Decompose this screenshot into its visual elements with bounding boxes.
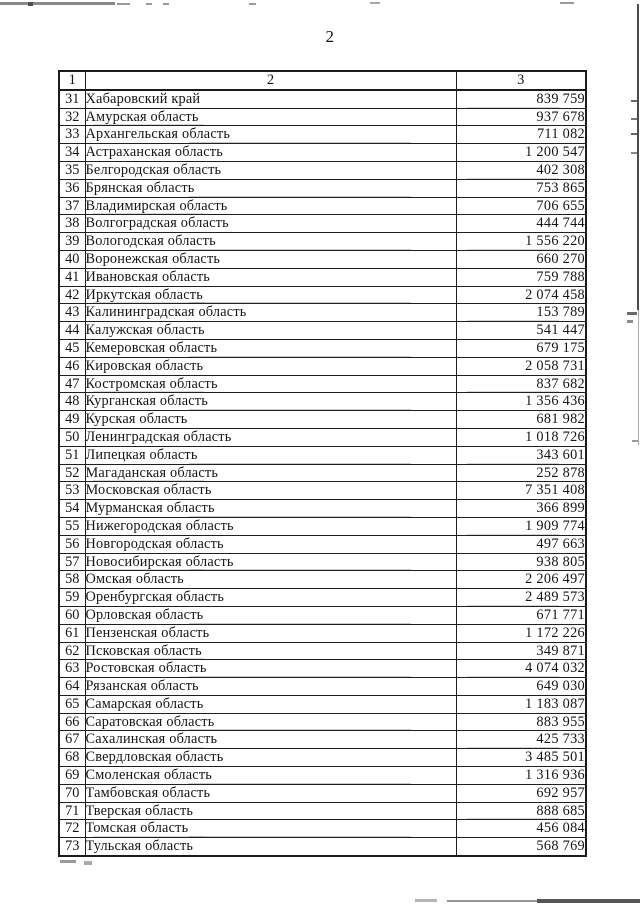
region-name: Сахалинская область <box>85 731 456 749</box>
region-name: Саратовская область <box>85 713 456 731</box>
table-row <box>59 767 586 785</box>
region-value: 681 982 <box>456 411 586 429</box>
table-header <box>59 71 586 90</box>
region-value: 541 447 <box>456 322 586 340</box>
region-name: Белгородская область <box>85 161 456 179</box>
row-number: 34 <box>59 144 85 162</box>
table-row <box>59 589 586 607</box>
region-value: 153 789 <box>456 304 586 322</box>
scan-artifact-right-tick <box>632 440 638 442</box>
region-name: Кировская область <box>85 357 456 375</box>
table-row <box>59 215 586 233</box>
row-number: 47 <box>59 375 85 393</box>
table-row <box>59 678 586 696</box>
region-name: Нижегородская область <box>85 517 456 535</box>
row-number: 51 <box>59 446 85 464</box>
region-value: 456 084 <box>456 820 586 838</box>
region-value: 753 865 <box>456 179 586 197</box>
table-row <box>59 179 586 197</box>
region-value: 252 878 <box>456 464 586 482</box>
row-number: 70 <box>59 784 85 802</box>
region-name: Липецкая область <box>85 446 456 464</box>
region-name: Тамбовская область <box>85 784 456 802</box>
row-number: 46 <box>59 357 85 375</box>
table-row <box>59 838 586 856</box>
table-row <box>59 268 586 286</box>
row-number: 62 <box>59 642 85 660</box>
scan-artifact-right-tick <box>631 152 637 154</box>
region-value: 3 485 501 <box>456 749 586 767</box>
table-row <box>59 233 586 251</box>
region-name: Курская область <box>85 411 456 429</box>
page-number: 2 <box>325 27 335 46</box>
region-name: Тверская область <box>85 802 456 820</box>
region-name: Астраханская область <box>85 144 456 162</box>
row-number: 32 <box>59 108 85 126</box>
row-number: 53 <box>59 482 85 500</box>
region-name: Московская область <box>85 482 456 500</box>
region-value: 1 200 547 <box>456 144 586 162</box>
row-number: 59 <box>59 589 85 607</box>
row-number: 69 <box>59 767 85 785</box>
scan-artifact-top-dash <box>249 3 256 5</box>
table-row <box>59 393 586 411</box>
row-number: 33 <box>59 126 85 144</box>
region-name: Омская область <box>85 571 456 589</box>
table-row <box>59 660 586 678</box>
region-name: Новосибирская область <box>85 553 456 571</box>
row-number: 42 <box>59 286 85 304</box>
table-row <box>59 304 586 322</box>
row-number: 61 <box>59 624 85 642</box>
region-name: Смоленская область <box>85 767 456 785</box>
scan-artifact-top-line <box>0 2 115 5</box>
scan-artifact-bottom-line-dark <box>537 899 640 903</box>
table-row <box>59 802 586 820</box>
row-number: 54 <box>59 500 85 518</box>
region-value: 1 172 226 <box>456 624 586 642</box>
region-value: 837 682 <box>456 375 586 393</box>
row-number: 73 <box>59 838 85 856</box>
table-row <box>59 144 586 162</box>
row-number: 72 <box>59 820 85 838</box>
table-row <box>59 482 586 500</box>
region-name: Вологодская область <box>85 233 456 251</box>
region-name: Архангельская область <box>85 126 456 144</box>
row-number: 49 <box>59 411 85 429</box>
region-name: Новгородская область <box>85 535 456 553</box>
scan-artifact-top-dot <box>28 2 33 6</box>
column-header-region: 2 <box>85 71 456 90</box>
scan-artifact-top-dash <box>560 2 574 4</box>
row-number: 31 <box>59 90 85 108</box>
row-number: 56 <box>59 535 85 553</box>
region-name: Калининградская область <box>85 304 456 322</box>
scan-artifact-smudge <box>84 861 92 865</box>
row-number: 40 <box>59 250 85 268</box>
region-value: 649 030 <box>456 678 586 696</box>
row-number: 58 <box>59 571 85 589</box>
region-value: 671 771 <box>456 606 586 624</box>
row-number: 38 <box>59 215 85 233</box>
region-value: 839 759 <box>456 90 586 108</box>
table-row <box>59 464 586 482</box>
scan-artifact-right-tick <box>631 133 637 135</box>
row-number: 41 <box>59 268 85 286</box>
region-name: Курганская область <box>85 393 456 411</box>
row-number: 66 <box>59 713 85 731</box>
row-number: 50 <box>59 428 85 446</box>
region-value: 2 074 458 <box>456 286 586 304</box>
row-number: 68 <box>59 749 85 767</box>
region-name: Тульская область <box>85 838 456 856</box>
region-value: 402 308 <box>456 161 586 179</box>
region-value: 343 601 <box>456 446 586 464</box>
table-row <box>59 286 586 304</box>
region-name: Магаданская область <box>85 464 456 482</box>
region-value: 1 556 220 <box>456 233 586 251</box>
header-row <box>59 71 586 90</box>
table-row <box>59 411 586 429</box>
scan-artifact-top-dash <box>163 3 169 5</box>
table-row <box>59 108 586 126</box>
region-name: Свердловская область <box>85 749 456 767</box>
row-number: 35 <box>59 161 85 179</box>
region-value: 1 909 774 <box>456 517 586 535</box>
region-value: 711 082 <box>456 126 586 144</box>
region-value: 692 957 <box>456 784 586 802</box>
region-value: 568 769 <box>456 838 586 856</box>
column-header-value: 3 <box>456 71 586 90</box>
table-row <box>59 606 586 624</box>
row-number: 60 <box>59 606 85 624</box>
scan-artifact-right-dash <box>627 320 633 323</box>
table-row <box>59 161 586 179</box>
region-value: 888 685 <box>456 802 586 820</box>
row-number: 55 <box>59 517 85 535</box>
region-name: Ленинградская область <box>85 428 456 446</box>
region-value: 660 270 <box>456 250 586 268</box>
region-value: 1 018 726 <box>456 428 586 446</box>
region-name: Кемеровская область <box>85 339 456 357</box>
row-number: 64 <box>59 678 85 696</box>
table-row <box>59 339 586 357</box>
region-name: Самарская область <box>85 695 456 713</box>
row-number: 36 <box>59 179 85 197</box>
region-value: 349 871 <box>456 642 586 660</box>
row-number: 52 <box>59 464 85 482</box>
table-row <box>59 713 586 731</box>
scan-artifact-smudge <box>60 860 76 863</box>
region-name: Амурская область <box>85 108 456 126</box>
region-name: Томская область <box>85 820 456 838</box>
scan-artifact-bottom-line <box>447 900 537 902</box>
table-row <box>59 357 586 375</box>
row-number: 45 <box>59 339 85 357</box>
table-row <box>59 695 586 713</box>
row-number: 67 <box>59 731 85 749</box>
region-name: Рязанская область <box>85 678 456 696</box>
table-row <box>59 517 586 535</box>
table-row <box>59 500 586 518</box>
region-value: 7 351 408 <box>456 482 586 500</box>
table-row <box>59 642 586 660</box>
region-name: Брянская область <box>85 179 456 197</box>
region-value: 2 489 573 <box>456 589 586 607</box>
region-name: Ростовская область <box>85 660 456 678</box>
row-number: 48 <box>59 393 85 411</box>
row-number: 37 <box>59 197 85 215</box>
row-number: 57 <box>59 553 85 571</box>
row-number: 71 <box>59 802 85 820</box>
scan-artifact-right-tick <box>631 100 637 102</box>
table-row <box>59 446 586 464</box>
table-row <box>59 90 586 108</box>
region-value: 679 175 <box>456 339 586 357</box>
region-value: 366 899 <box>456 500 586 518</box>
scan-artifact-bottom-dash <box>415 899 437 902</box>
region-value: 883 955 <box>456 713 586 731</box>
row-number: 44 <box>59 322 85 340</box>
region-value: 706 655 <box>456 197 586 215</box>
region-value: 2 206 497 <box>456 571 586 589</box>
region-value: 2 058 731 <box>456 357 586 375</box>
region-name: Псковская область <box>85 642 456 660</box>
table-row <box>59 624 586 642</box>
table-row <box>59 428 586 446</box>
table-row <box>59 731 586 749</box>
table-row <box>59 553 586 571</box>
region-value: 1 183 087 <box>456 695 586 713</box>
scan-artifact-top-dash <box>117 3 130 5</box>
table-row <box>59 749 586 767</box>
region-name: Ивановская область <box>85 268 456 286</box>
region-value: 4 074 032 <box>456 660 586 678</box>
region-value: 425 733 <box>456 731 586 749</box>
region-name: Оренбургская область <box>85 589 456 607</box>
table-row <box>59 784 586 802</box>
region-name: Хабаровский край <box>85 90 456 108</box>
region-value: 1 316 936 <box>456 767 586 785</box>
scan-artifact-top-dash <box>146 3 152 5</box>
region-name: Костромская область <box>85 375 456 393</box>
region-name: Волгоградская область <box>85 215 456 233</box>
region-value: 937 678 <box>456 108 586 126</box>
row-number: 43 <box>59 304 85 322</box>
table-row <box>59 820 586 838</box>
table-row <box>59 571 586 589</box>
scan-artifact-right-dash <box>627 312 637 315</box>
row-number: 39 <box>59 233 85 251</box>
region-name: Воронежская область <box>85 250 456 268</box>
region-name: Иркутская область <box>85 286 456 304</box>
region-value: 444 744 <box>456 215 586 233</box>
region-name: Пензенская область <box>85 624 456 642</box>
table-row <box>59 375 586 393</box>
table-body <box>59 90 586 856</box>
scan-artifact-right-line <box>637 4 639 310</box>
scan-artifact-top-dash <box>370 2 380 4</box>
region-value: 938 805 <box>456 553 586 571</box>
regions-table <box>58 70 587 857</box>
table-row <box>59 250 586 268</box>
region-value: 759 788 <box>456 268 586 286</box>
scan-artifact-right-tick <box>631 118 637 120</box>
column-header-index: 1 <box>59 71 85 90</box>
scan-artifact-right-line-faint <box>638 310 639 445</box>
row-number: 65 <box>59 695 85 713</box>
table-row <box>59 197 586 215</box>
region-value: 497 663 <box>456 535 586 553</box>
region-name: Калужская область <box>85 322 456 340</box>
table-row <box>59 535 586 553</box>
region-name: Мурманская область <box>85 500 456 518</box>
region-name: Владимирская область <box>85 197 456 215</box>
region-value: 1 356 436 <box>456 393 586 411</box>
row-number: 63 <box>59 660 85 678</box>
region-name: Орловская область <box>85 606 456 624</box>
table-row <box>59 126 586 144</box>
table-row <box>59 322 586 340</box>
